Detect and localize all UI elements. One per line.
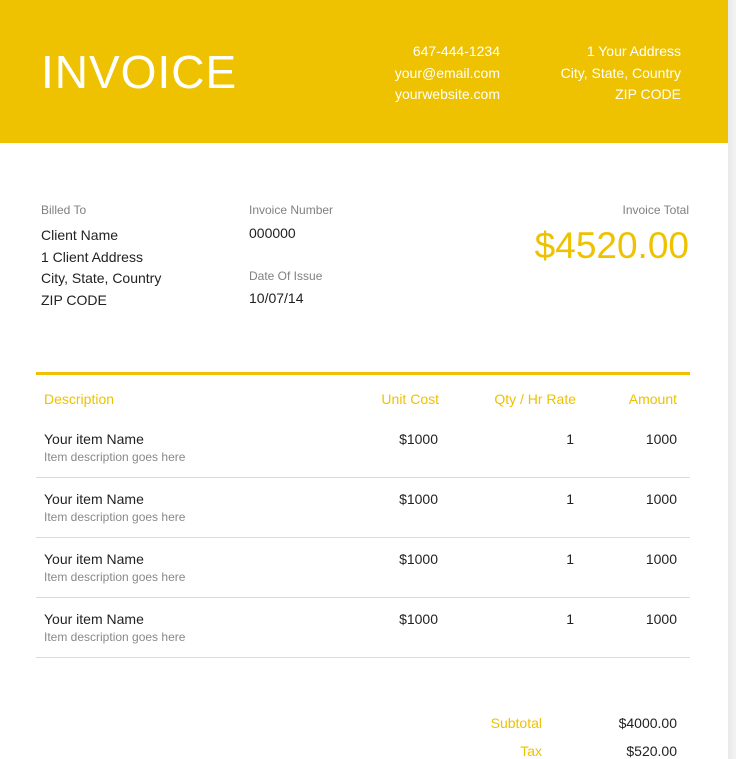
item-name: Your item Name [44,431,144,447]
item-amount: 1000 [645,491,677,507]
contact-info [395,41,500,106]
item-qty: 1 [566,551,574,567]
subtotal-label: Subtotal [490,715,542,731]
phone-text: 647-444-1234 [412,43,500,59]
table-row [36,598,690,658]
website-text: yourwebsite.com [394,86,500,102]
tax-value: $520.00 [626,743,677,759]
invoice-number-label: Invoice Number [249,203,334,217]
address-line-2: City, State, Country [560,64,681,81]
item-description: Item description goes here [44,510,186,524]
date-of-issue-label: Date Of Issue [249,269,323,283]
header-description: Description [44,391,115,407]
item-qty: 1 [566,431,574,447]
invoice-total-label: Invoice Total [622,203,689,217]
sender-address [561,41,681,106]
invoice-total-amount: $4520.00 [534,225,689,266]
item-unit-cost: $1000 [399,431,438,447]
item-amount: 1000 [645,431,677,447]
item-description: Item description goes here [44,450,186,464]
item-unit-cost: $1000 [399,491,438,507]
email-text: your@email.com [394,64,500,81]
table-row [36,538,690,598]
item-qty: 1 [566,611,574,627]
subtotal-value: $4000.00 [618,715,677,731]
item-name: Your item Name [44,551,144,567]
item-description: Item description goes here [44,570,186,584]
item-qty: 1 [566,491,574,507]
address-line-1: 1 Your Address [586,43,681,59]
item-name: Your item Name [44,491,144,507]
invoice-number-value: 000000 [249,225,296,241]
item-unit-cost: $1000 [399,551,438,567]
line-items-table [36,372,690,658]
client-name: Client Name [41,227,119,243]
page-edge-shadow [728,0,736,759]
table-row [36,478,690,538]
header-amount: Amount [628,391,677,407]
invoice-title: INVOICE [41,46,238,98]
header-qty: Qty / Hr Rate [494,391,576,407]
billed-to-label: Billed To [41,203,87,217]
tax-label: Tax [520,743,542,759]
item-name: Your item Name [44,611,144,627]
item-amount: 1000 [645,551,677,567]
header-unit-cost: Unit Cost [381,391,439,407]
invoice-header [0,0,728,143]
table-header [36,375,690,418]
client-city: City, State, Country [41,270,162,286]
client-address: 1 Client Address [41,248,143,265]
item-amount: 1000 [645,611,677,627]
date-of-issue-value: 10/07/14 [249,290,304,306]
client-zip: ZIP CODE [41,291,107,308]
item-description: Item description goes here [44,630,186,644]
table-row [36,418,690,478]
address-line-3: ZIP CODE [615,86,681,102]
item-unit-cost: $1000 [399,611,438,627]
